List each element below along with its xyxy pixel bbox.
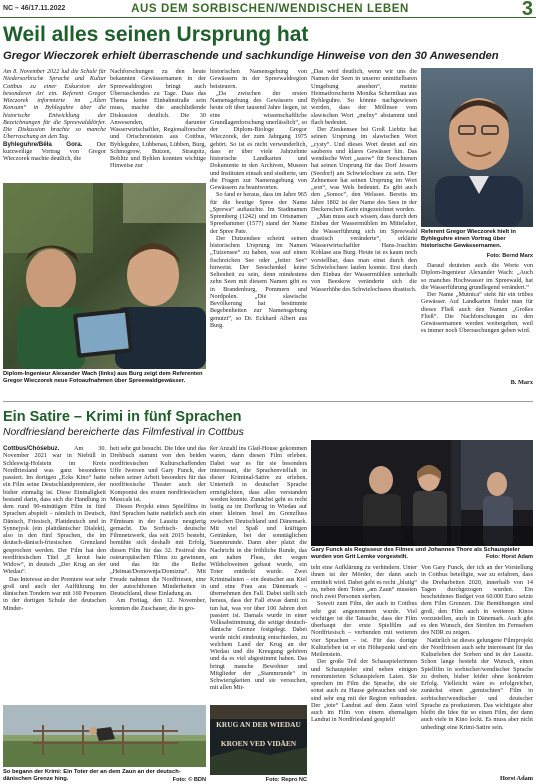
article2-photo-fence <box>3 705 206 767</box>
article2-photo-fence-caption: So begann der Krimi: Ein Toter der an dem Zaun an der deutsch-dänischen Grenze hing. <box>3 769 181 782</box>
article1-author: B. Marx <box>510 379 533 386</box>
photo-stage-presentation <box>311 440 533 546</box>
article1-subheadline: Gregor Wieczorek erhielt überraschende und sachkundige Hinweise von den 30 Anwesenden <box>3 50 499 62</box>
article2-col5-paragraph: Von Gary Funck, der ich an der Vorstellung in Cottbus beteiligte, war zu erfahren, dass die Dreharbeiten 2020, innerhalb von 14 Tagen durchgezogen wurden. Ein bescheidenes Budget von 60.000 Euro setzte dem Film Grenzen. Die Bemühungen sind groß, den Film auch in weiteren Kinos vorzustellen, auch in Dänemark. Auch gibt es den Wunsch, den Streifen im Fernsehen des NDR zu zeigen. <box>421 564 533 637</box>
section-title: AUS DEM SORBISCHEN/WENDISCHEN LEBEN <box>131 3 409 15</box>
article1-column-2 <box>110 68 206 181</box>
article1-intro: Am 8. November 2022 lud die Schule für Niedersorbische Sprache und Kultur Cottbus zu einer Exkursion der besonderen Art ein. Referent Gregor Wieczorek informierte im „Alten Konsum“ in Byhleguhre über die historische Entwicklung der Bezeichnungen für die Spreewalddörfer. Die Diskussion brachte so manche Überraschung an den Tag. <box>3 68 106 141</box>
page-header <box>0 0 536 18</box>
article1-photo-main-caption: Diplom-Ingenieur Alexander Wach (links) aus Burg zeigt dem Referenten Gregor Wieczorek neue Fotoaufnahmen über Spreewaldgewässer. <box>3 371 203 384</box>
page-number: 3 <box>521 0 533 20</box>
poster-credit: Foto: Repro NC <box>265 777 307 783</box>
article1-headline: Weil alles seinen Ursprung hat <box>3 23 309 46</box>
article1-col4-paragraph: „Das wird deutlich, wenn wir uns die Namen der Seen in unserer unmittelbaren Umgebung ansehen“, meinte Heimatforscherin Monika Schernikau aus Byhleguhre. So könnte nachgewiesen werden, dass der Möllnsee vom slawischen Wort „melny“ abstammt und flach bedeutet. <box>311 68 417 126</box>
article1-photo-portrait-credit: Foto: Bernd Marx <box>486 253 533 259</box>
photo-two-men-with-tablet <box>3 183 206 369</box>
photo-speaker-portrait <box>421 68 533 227</box>
article2-photo-stage-credit: Foto: Horst Adam <box>485 554 533 560</box>
article2-column-5 <box>421 564 533 773</box>
article1-col3-paragraph: „Da zwischen der ersten Namensgebung des Gewässers und heute oft über tausend Jahre liegen, ist eine wissenschaftliche Grundlagenforschung unerlässlich“, so der Diplom-Biologe Gregor Wieczorek, der zum Jahrgang 1975 gehört. So ist es nicht verwunderlich, dass er über viele Jahrzehnte historische Landkarten und Dokumente in den Archiven, Museen und Instituten einsah und studierte, um die Fragen zur Namensgebung von Gewässern zu beantworten. <box>210 89 307 191</box>
article2-col4-paragraph: Der große Teil der Schauspielerinnen und Schauspieler sind neben einigen renommierten Schauspielern Laien. Sie sprechen im Film die Sprache, die sie sonst auch zu Hause gebrauchen und sie sind sehr eng mit der Region verbunden. Der „tote“ Landrat auf dem Zaun wird auch im Film von einem ehemaligen Landrat in Nordfriesland gespielt! <box>311 658 417 724</box>
article2-col2-paragraph: Am Freitag, den 12. November, konnten die Zuschauer, die in gro- <box>110 597 206 612</box>
article2-photo-stage <box>311 440 533 546</box>
article1-column-5 <box>421 262 533 386</box>
article1-column-1 <box>3 68 106 181</box>
poster-title-danish: KROEN VED VIDÅEN <box>220 739 297 748</box>
article1-col4-paragraph: „Man muss auch wissen, dass durch den Einbau der Wassermühlen im Mittelalter, die Wasserführung sich im Spreewald drastisch veränderte“, erklärte Wasserwirtschaftler Hans-Joachim Kohlase aus Burg. Heute ist es kaum noch vorstellbar, dass man einst durch den Schwielochsee laufen konnte. Erst durch den Einbau der Wassermühlen unterhalb von Beeskow veränderte sich die Wasserhöhe des Schwielochsees drastisch. <box>311 213 417 293</box>
article1-col5-paragraph: Darauf deuteten auch die Worte von Diplom-Ingenieur Alexander Wach: „Auch so manches Hochwasser im Spreewald, hat die Wasserführung grundlegend verändert.“ <box>421 262 533 291</box>
article1-photo-portrait <box>421 68 533 227</box>
article2-col2-paragraph: heit sehr gut besucht. Die Idee und das Drehbuch stammt von den beiden nordfriesischen Kulturschaffenden Uffe Iwersen und Gary Funck, der neben seiner Arbeit besonders für das nordfriesische Theater auch der Komponist des ersten nordfriesischen Musicals ist. <box>110 445 206 503</box>
article2-photo-stage-caption: Gary Funck als Regisseur des Filmes und Johannes Thore als Schauspieler wurden von Grit Lemke vorgestellt. <box>311 547 520 560</box>
article1-col1-text: Der kurzweilige Vortrag von Gregor Wieczorek machte deutlich, die <box>3 140 106 162</box>
article2-photo-fence-credit: Foto: © BDN <box>172 777 206 783</box>
article2-col4-paragraph: teln eine Aufklärung zu verhindern. Unter ihnen ist der Mörder, der dann auch ermittelt wird. Dabei geht es recht „blutig“ zu, neben dem Toten „am Zaun“ mussten noch zwei Personen sterben. <box>311 564 418 600</box>
article2-column-3 <box>210 445 307 703</box>
article1-col3-paragraph: So fand er heraus, dass im Jahre 965 für die heutige Spree der Name „Sprewa“ auftauchte. Im Stadtnamen Spremberg (1242) und im Ortsnamen Spreehammer (1577) stand der Name der Spree Pate. <box>210 191 307 235</box>
article2-col1-paragraph: Das Interesse an der Premiere war sehr groß und auch der Aufführung im dänischen Tondern war mit 160 Personen in der dortigen Schule der deutschen Minder- <box>3 575 106 612</box>
article1-dateline: Byhleguhre/Běła Gora. <box>3 140 83 148</box>
article2-col4-paragraph: Soweit zum Film, der auch in Cottbus sehr gut angenommen wurde. Viel wichtiger ist die Tatsache, dass der Film überhaupt der erste Spielfilm auf Nordfriesisch – verbunden mit weiteren vier Sprachen – ist. Für das dortige Kulturleben ist er ein Höhepunkt und ein Meilenstein. <box>311 600 417 658</box>
article1-col5-paragraph: Der Name „Mutnica“ steht für ein trübes Gewässer. Auf Landkarten findet man für dieses Fließ auch den Namen „Großes Fließ“. Die Nachforschungen zu den Gewässernamen werden weitergehen, weil es immer noch Überraschungen geben wird. <box>421 291 533 335</box>
article-divider <box>3 401 533 402</box>
photo-body-on-fence <box>3 705 206 767</box>
article1-col2-text: Nachforschungen zu den heute bekannten Gewässernamen in der Spreewaldregion bringt auch Überraschendes zu Tage. Dass das Thema keine Einbahnstraße sein muss, machte die anschließende Diskussion deutlich. Die 30 Anwesenden, darunter Wasserwirtschaftler, Regionalforscher und Ortschronisten aus Cottbus, Byhleguhre, Lübbenau, Lübben, Burg, Schmogrow, Butzen, Straupitz, Boblitz und Byhlen konnten wichtige Hinweise zur <box>110 68 206 170</box>
article2-column-4 <box>311 564 418 724</box>
article2-col5-paragraph: Natürlich ist dieses gelungene Filmprojekt der Nordfriesen auch sehr interessant für das Kulturleben der Sorben und in der Lausitz. Schon lange besteht der Wunsch, einen Spielfilm in sorbischer/wendischer Sprache zu drehen, bisher leider ohne konkreten Erfolg. Vielleicht wäre es erfolgreicher, zunächst einen „gemischten“ Film in sorbischer/wendischer und deutscher Sprache zu produzieren. Das wichtigste aber bleibt die Idee für so einen Film, der dann auch viele in Kino lockt. Es muss aber nicht unbedingt eine Krimi-Satire sein. <box>421 636 533 731</box>
article1-column-4 <box>311 68 417 395</box>
article2-author: Horst Adam <box>499 775 533 782</box>
article1-photo-main <box>3 183 206 369</box>
article1-col3-paragraph: Der Dutzendsee scheint seinen historischen Ursprung im Namen „Tutzensee“ zu haben, was auf einen fischreichen See oder „fetter See“ hinweist. Der Seeschenkel keine Seltenheit zu sein, denn mindestens zehn Seen mit diesem Namen gibt es in Brandenburg, Pommern und Nordpolen. „Die slawische Bevölkerung hat bestimmte Begebenheiten zur Namensgebung genutzt“, so Dr. Eckhard Albert aus Burg. <box>210 234 307 329</box>
issue-number: NC – 46/17.11.2022 <box>3 5 66 12</box>
article2-subheadline: Nordfriesland bereicherte das Filmfestival in Cottbus <box>3 427 244 438</box>
article1-col4-paragraph: Der Zieskensee bei Groß Liebitz hat seinen Ursprung im slawischen Wort „cysty“. Und dieses Wort deutet auf ein sauberes und klares Gewässer hin. Das wendische Wort „sasow“ für Seeschienen hat seinen Ursprung für das Dorf Jessern (Seedorf) am Schwielochsee zu sein. Der Zehnensee hat seinen Ursprung im Wort „son“, was Wels bedeutet. Es gibt auch den „Somoc“, den Welssee. Bereits im Jahre 1802 ist der Name des Sees in der Deckerschen Karte eingezeichnet worden. <box>311 126 417 213</box>
article2-film-poster <box>210 705 307 775</box>
article2-col1-paragraph: Am 30. November 2021 war in Niebüll in Schleswig-Holstein im Kreis Nordfriesland was ganz besonderes passiert. Im dortigen „Ecks Kino“ hatte ein Film seine Deutschlandpremiere, der bisher einmalig ist. Diese Einmaligkeit bestand darin, dass sich die Handlung in dem rund 90-minütigen Film in fünf Sprachen abspielt – nämlich in Deutsch, Dänisch, Friesisch, Plattdeutsch und in Synnejysk (ein plattdänischer Dialekt), also in den fünf Sprachen, die im deutsch-dänisch-friesischen Grenzland gesprochen werden. Der Film hat den nordfriesischen Titel „E krout baie Widow“, in deutsch „Der Krug an der Wiedau“. <box>3 445 106 576</box>
poster-title-german: KRUG AN DER WIEDAU <box>216 720 301 729</box>
article2-col3-paragraph: ßer Anzahl ins Glad-House gekommen waren, dann diesen Film erleben. Dabei war es für sie besonders interessant, die Sprachenvielfalt in dieser Kriminal-Satire zu erleben. Unterteilt in deutscher Sprache ermöglichten, dass alles verstanden werden konnte. Zunächst geht es recht lustig zu im Dorfkrug in Wiedau auf einer kleinen Insel im Grenzfluss zwischen Deutschland und Dänemark. Mit viel Spaß und kräftigen Getränken, bei der sonntäglichen Stammrunde. Dann aber platzt die Nachricht in die fröhliche Runde, das am nahen Fluss, der wegen Wildschweinen gebaut wurde, ein Toter entdeckt wurde. Zwei Kriminalisten – ein deutscher aus Kiel und eine Frau aus Dänemark – übernehmen den Fall. Dabei stellt sich heraus, dass der Fall etwas damit zu tun hat, was vor über 100 Jahren dort passiert ist. Damals wurde in einer Volksabstimmung, die seitige deutsch-dänische Grenze festgelegt. Dabei wurde nicht eindeutig entschieden, zu welchem Land der Krug an der Wiedau und die Kreugung gehören und da es viel abgestimmt haben. Das bringt manche Bewohner und Mitglieder der „Stammrunde“ in Schwierigkeiten und sie versuchen, mit allen Mit- <box>210 445 307 692</box>
article2-col2-paragraph: Dieses Projekt eines Spielfilms in fünf Sprachen hatte natürlich auch ein Filmteam in der Lausitz neugierig gemacht. Da Sorbisch- deutsche Filmnetzwerk, das seit 2015 besteht, bemühte sich deshalb mit Erfolg, diesen Film für das 32. Festival des osteuropäischen Films zu gewinnen, und das für die Reihe „Heimat/Domownja/Domizna“. Mit Freude nahmen die Nordfriesen, eine der autochthonen Minderheiten in Deutschland, diese Einladung an. <box>110 503 206 597</box>
article2-headline: Ein Satire – Krimi in fünf Sprachen <box>3 409 242 425</box>
article2-column-2 <box>110 445 206 703</box>
article1-photo-portrait-caption: Referent Gregor Wieczorek hielt in Byhleguhre einen Vortrag über historische Gewässernamen. <box>421 229 516 249</box>
article2-dateline: Cottbus/Chóśebuz. <box>3 445 60 452</box>
article2-column-1 <box>3 445 106 703</box>
article1-col3-paragraph: historischen Namensgebung von Gewässern in der Spreewaldregion beisteuern. <box>210 68 307 90</box>
article1-column-3 <box>210 68 307 395</box>
